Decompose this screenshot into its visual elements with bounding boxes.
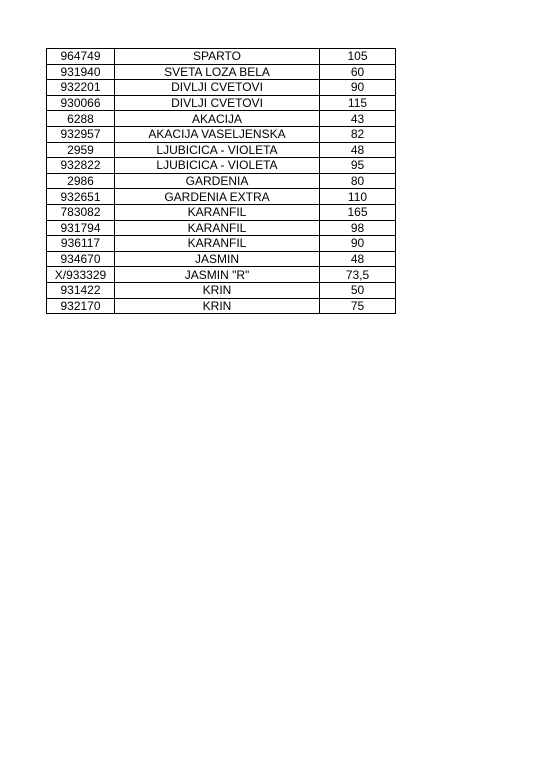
table-row	[47, 95, 396, 111]
name-cell: KARANFIL	[115, 204, 320, 220]
code-cell: 6288	[47, 111, 115, 127]
value-cell: 82	[320, 126, 396, 142]
code-cell: 930066	[47, 95, 115, 111]
table-row	[47, 204, 396, 220]
code-cell: 932822	[47, 158, 115, 174]
value-cell: 60	[320, 64, 396, 80]
table-row	[47, 236, 396, 252]
table-row	[47, 142, 396, 158]
code-cell: 2986	[47, 173, 115, 189]
name-cell: LJUBICICA - VIOLETA	[115, 158, 320, 174]
code-cell: 932201	[47, 80, 115, 96]
name-cell: JASMIN	[115, 251, 320, 267]
name-cell: GARDENIA EXTRA	[115, 189, 320, 205]
table-body	[47, 49, 396, 314]
name-cell: JASMIN "R"	[115, 267, 320, 283]
table-row	[47, 126, 396, 142]
table-row	[47, 220, 396, 236]
code-cell: 964749	[47, 49, 115, 65]
value-cell: 95	[320, 158, 396, 174]
code-cell: 931940	[47, 64, 115, 80]
table-row	[47, 173, 396, 189]
value-cell: 110	[320, 189, 396, 205]
table-row	[47, 267, 396, 283]
value-cell: 90	[320, 80, 396, 96]
code-cell: 783082	[47, 204, 115, 220]
code-cell: 934670	[47, 251, 115, 267]
table-row	[47, 282, 396, 298]
table-row	[47, 111, 396, 127]
name-cell: AKACIJA VASELJENSKA	[115, 126, 320, 142]
value-cell: 75	[320, 298, 396, 314]
value-cell: 115	[320, 95, 396, 111]
table-row	[47, 251, 396, 267]
table-row	[47, 298, 396, 314]
code-cell: 932651	[47, 189, 115, 205]
code-cell: X/933329	[47, 267, 115, 283]
code-cell: 931794	[47, 220, 115, 236]
value-cell: 48	[320, 251, 396, 267]
value-cell: 43	[320, 111, 396, 127]
table-row	[47, 80, 396, 96]
name-cell: DIVLJI CVETOVI	[115, 95, 320, 111]
value-cell: 105	[320, 49, 396, 65]
code-cell: 932957	[47, 126, 115, 142]
name-cell: KARANFIL	[115, 236, 320, 252]
code-cell: 932170	[47, 298, 115, 314]
value-cell: 73,5	[320, 267, 396, 283]
name-cell: LJUBICICA - VIOLETA	[115, 142, 320, 158]
name-cell: KARANFIL	[115, 220, 320, 236]
code-cell: 931422	[47, 282, 115, 298]
table-row	[47, 189, 396, 205]
product-table	[46, 48, 396, 314]
value-cell: 165	[320, 204, 396, 220]
name-cell: KRIN	[115, 298, 320, 314]
name-cell: SVETA LOZA BELA	[115, 64, 320, 80]
value-cell: 48	[320, 142, 396, 158]
name-cell: DIVLJI CVETOVI	[115, 80, 320, 96]
name-cell: KRIN	[115, 282, 320, 298]
value-cell: 98	[320, 220, 396, 236]
value-cell: 90	[320, 236, 396, 252]
name-cell: GARDENIA	[115, 173, 320, 189]
table-row	[47, 64, 396, 80]
table-row	[47, 49, 396, 65]
code-cell: 936117	[47, 236, 115, 252]
code-cell: 2959	[47, 142, 115, 158]
name-cell: AKACIJA	[115, 111, 320, 127]
name-cell: SPARTO	[115, 49, 320, 65]
value-cell: 80	[320, 173, 396, 189]
table-row	[47, 158, 396, 174]
value-cell: 50	[320, 282, 396, 298]
